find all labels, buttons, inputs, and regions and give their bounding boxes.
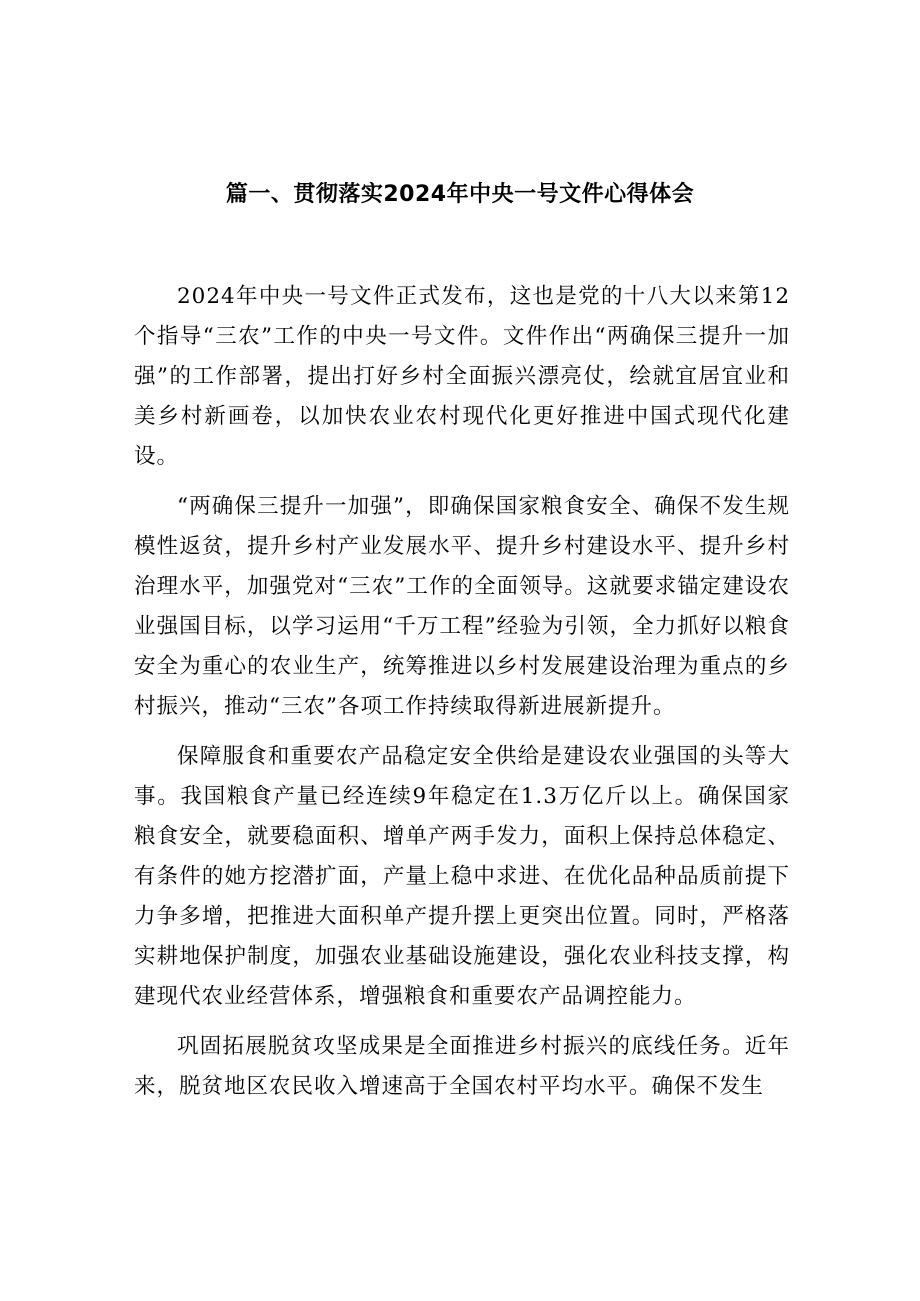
paragraph-1: 2024年中央一号文件正式发布，这也是党的十八大以来第12个指导“三农”工作的中央一号文件。文件作出“两确保三提升一加强”的工作部署，提出打好乡村全面振兴漂亮仗，绘就宜居宜业和美乡村新画卷，以加快农业农村现代化更好推进中国式现代化建设。: [134, 284, 790, 469]
paragraph-3: 保障服食和重要农产品稳定安全供给是建设农业强国的头等大事。我国粮食产量已经连续9年稳定在1.3万亿斤以上。确保国家粮食安全，就要稳面积、增单产两手发力，面积上保持总体稳定、有条件的她方挖潜扩面，产量上稳中求进、在优化品种品质前提下力争多增，把推进大面积单产提升摆上更突出位置。同时，严格落实耕地保护制度，加强农业基础设施建设，强化农业科技支撑，构建现代农业经营体系，增强粮食和重要农产品调控能力。: [134, 744, 790, 1009]
paragraph-2: “两确保三提升一加强”，即确保国家粮食安全、确保不发生规模性返贫，提升乡村产业发展水平、提升乡村建设水平、提升乡村治理水平，加强党对“三农”工作的全面领导。这就要求锚定建设农业强国目标，以学习运用“千万工程”经验为引领，全力抓好以粮食安全为重心的农业生产，统筹推进以乡村发展建设治理为重点的乡村振兴，推动“三农”各项工作持续取得新进展新提升。: [134, 494, 790, 719]
paragraph-4: 巩固拓展脱贫攻坚成果是全面推进乡村振兴的底线任务。近年来，脱贫地区农民收入增速高于全国农村平均水平。确保不发生: [134, 1034, 790, 1099]
document-title: 篇一、贯彻落实2024年中央一号文件心得体会: [225, 182, 695, 207]
document-body: [134, 277, 790, 1107]
